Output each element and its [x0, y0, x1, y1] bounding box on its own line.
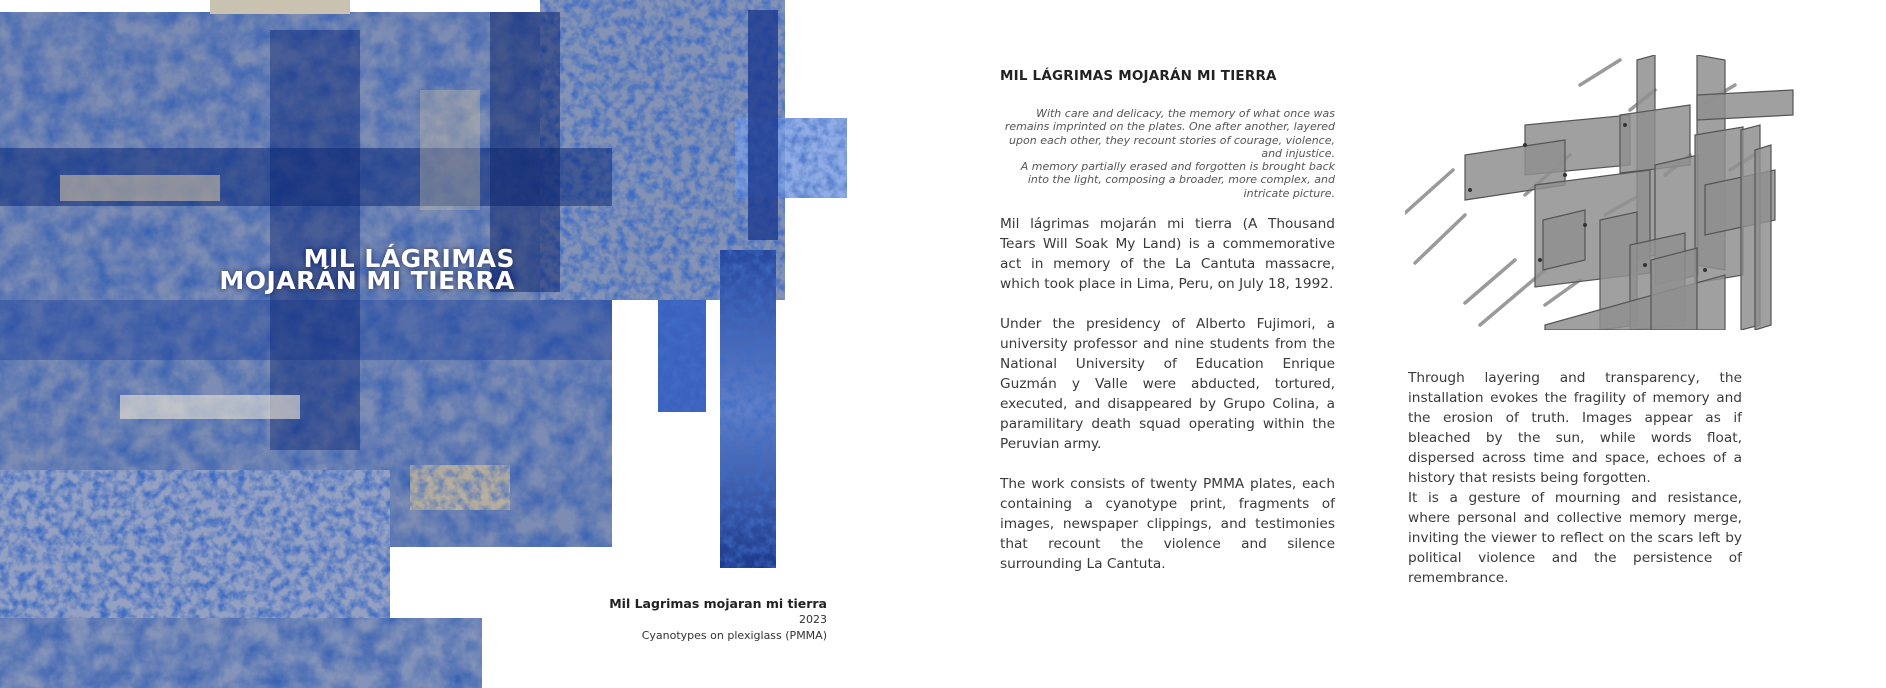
installation-sketch [1405, 55, 1805, 330]
caption-year: 2023 [799, 613, 827, 626]
caption-title: Mil Lagrimas mojaran mi tierra [609, 596, 827, 611]
artwork-title-overlay [219, 244, 515, 295]
body-paragraph: Under the presidency of Alberto Fujimori, a university professor and nine students from the National University of Education Enrique Guzmán y Valle were abducted, tortured, executed, and disappeared by Grupo Colina, a paramilitary death squad operating within the Peruvian army. [1000, 316, 1335, 453]
body-paragraph: It is a gesture of mourning and resistance, where personal and collective memory merge, inviting the viewer to reflect on the scars left by political violence and the persistence of remembrance. [1408, 490, 1742, 586]
body-paragraph: Through layering and transparency, the installation evokes the fragility of memory and the erosion of truth. Images appear as if bleached by the sun, while words float, dispersed across time and space, echoes of a history that resists being forgotten. [1408, 370, 1742, 486]
quote-paragraph: A memory partially erased and forgotten is brought back into the light, composing a broader, more complex, and intricate picture. [1020, 160, 1335, 200]
body-text [1000, 214, 1335, 574]
cyanotype-collage [0, 0, 860, 688]
artwork-caption [609, 596, 827, 644]
epigraph-quote [1000, 107, 1335, 200]
text-column-main [1000, 68, 1335, 594]
text-column-secondary [1408, 368, 1742, 588]
artwork-title-line2: MOJARÁN MI TIERRA [219, 266, 515, 295]
body-paragraph: Mil lágrimas mojarán mi tierra (A Thousand Tears Will Soak My Land) is a commemorative act in memory of the La Cantuta massacre, which took place in Lima, Peru, on July 18, 1992. [1000, 216, 1335, 293]
artwork-image [0, 0, 860, 688]
caption-medium: Cyanotypes on plexiglass (PMMA) [641, 629, 827, 642]
quote-paragraph: With care and delicacy, the memory of what once was remains imprinted on the plates. One after another, layered upon each other, they recount stories of courage, violence, and injustice. [1004, 107, 1335, 160]
layered-plates-icon [1405, 55, 1805, 330]
body-paragraph: The work consists of twenty PMMA plates, each containing a cyanotype print, fragments of images, newspaper clippings, and testimonies that recount the violence and silence surrounding La Cantuta. [1000, 476, 1335, 573]
artwork-title-line1: MIL LÁGRIMAS [303, 244, 515, 273]
body-text-right [1408, 368, 1742, 588]
page-title: MIL LÁGRIMAS MOJARÁN MI TIERRA [1000, 68, 1277, 84]
